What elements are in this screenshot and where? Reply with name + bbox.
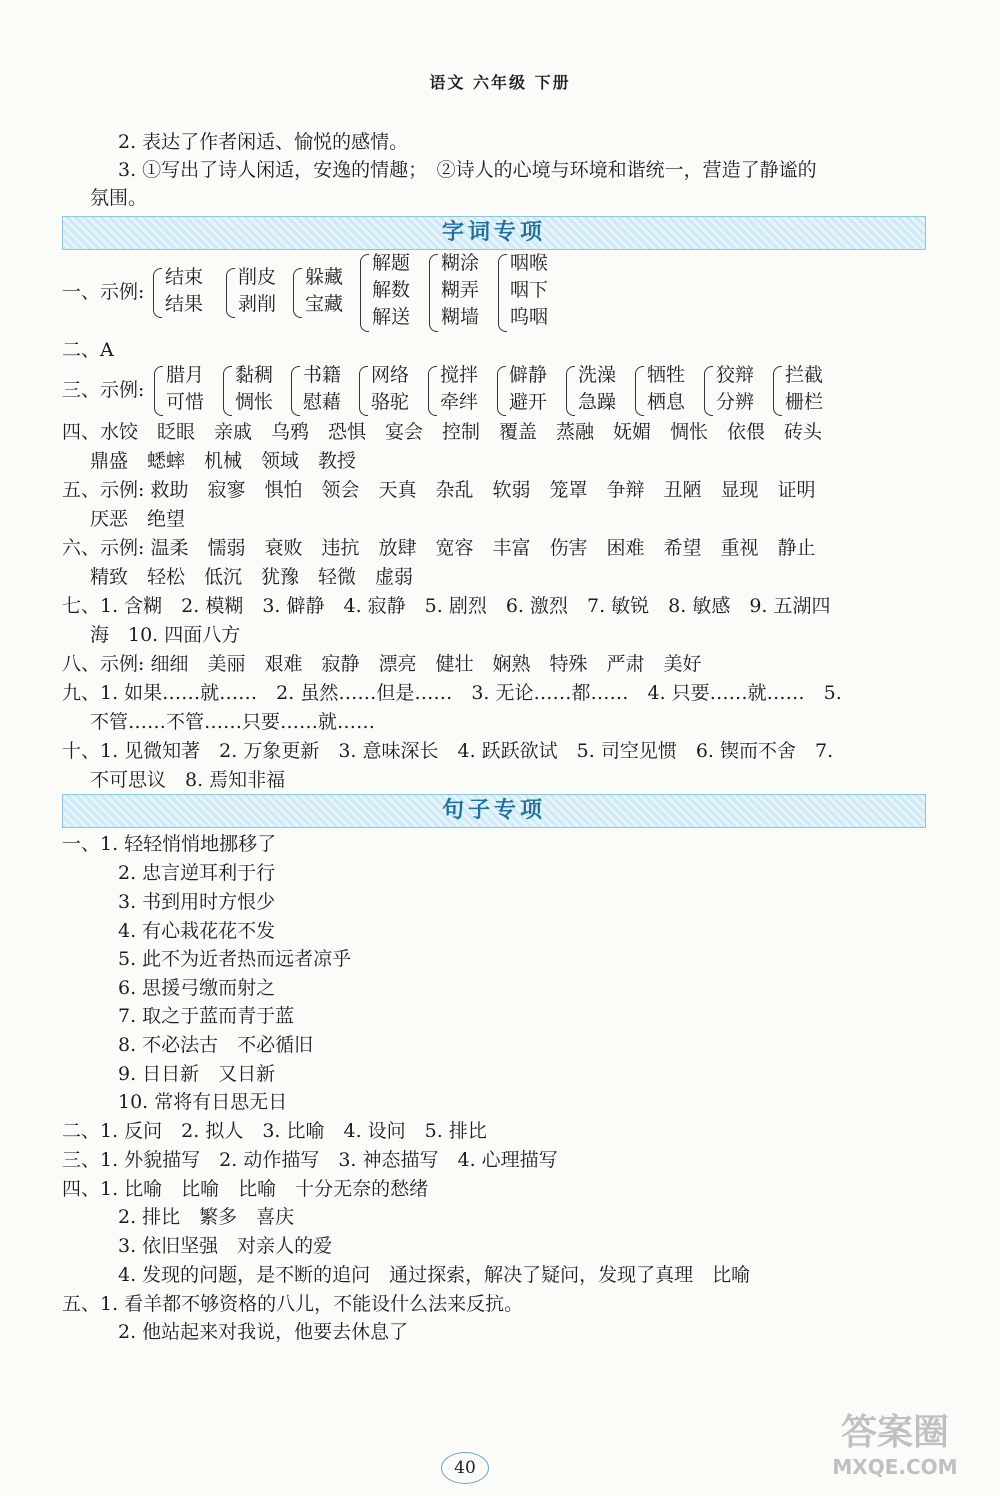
answer-line: 3. 依旧坚强 对亲人的爱 [118, 1235, 333, 1257]
page-header: 语文 六年级 下册 [429, 73, 571, 92]
word-group: 牺牲 栖息 [647, 362, 685, 416]
word-group: 结束 结果 [165, 264, 203, 318]
word-group: 网络 骆驼 [371, 362, 409, 416]
answer-line: 一、1. 轻轻悄悄地挪移了 [62, 833, 277, 855]
answer-line: 鼎盛 蟋蟀 机械 领域 教授 [90, 450, 357, 472]
question-label: 三、示例: [62, 379, 145, 401]
answer-line: 九、1. 如果……就…… 2. 虽然……但是…… 3. 无论……都…… 4. 只要……就…… 5. [62, 682, 842, 704]
answer-line: 四、1. 比喻 比喻 比喻 十分无奈的愁绪 [62, 1178, 429, 1200]
answer-line: 氛围。 [90, 187, 148, 209]
word-group: 狡辩 分辨 [716, 362, 754, 416]
answer-line: 五、1. 看羊都不够资格的八儿，不能设什么法来反抗。 [62, 1293, 524, 1315]
svg-text:答案圈: 答案圈 [840, 1412, 950, 1453]
word-group: 拦截 栅栏 [785, 362, 823, 416]
answer-line: 4. 有心栽花花不发 [118, 920, 276, 942]
answer-line: 5. 此不为近者热而远者凉乎 [118, 948, 352, 970]
answer-line: 9. 日日新 又日新 [118, 1063, 276, 1085]
word-group: 削皮 剥削 [238, 264, 276, 318]
section-banner-sentences: 句子专项 [62, 794, 926, 828]
answer-line: 2. 表达了作者闲适、愉悦的感情。 [118, 131, 409, 153]
answer-line: 不可思议 8. 焉知非福 [90, 769, 286, 791]
word-group: 腊月 可惜 [166, 362, 204, 416]
answer-line: 二、1. 反问 2. 拟人 3. 比喻 4. 设问 5. 排比 [62, 1120, 487, 1142]
answer-line: 八、示例: 细细 美丽 艰难 寂静 漂亮 健壮 娴熟 特殊 严肃 美好 [62, 653, 702, 675]
question-label: 一、示例: [62, 281, 145, 303]
word-group: 搅拌 牵绊 [440, 362, 478, 416]
answer-line: 厌恶 绝望 [90, 508, 186, 530]
answer-line: 2. 他站起来对我说，他要去休息了 [118, 1321, 409, 1343]
answer-line: 8. 不必法古 不必循旧 [118, 1034, 314, 1056]
word-group: 咽喉 咽下 呜咽 [510, 250, 548, 331]
word-group: 解题 解数 解送 [372, 250, 410, 331]
answer-line: 4. 发现的问题，是不断的追问 通过探索，解决了疑问，发现了真理 比喻 [118, 1264, 751, 1286]
answer-line: 三、1. 外貌描写 2. 动作描写 3. 神态描写 4. 心理描写 [62, 1149, 558, 1171]
answer-line: 10. 常将有日思无日 [118, 1091, 288, 1113]
answer-line: 精致 轻松 低沉 犹豫 轻微 虚弱 [90, 566, 414, 588]
answer-line: 2. 忠言逆耳利于行 [118, 862, 276, 884]
answer-line: 6. 思援弓缴而射之 [118, 977, 276, 999]
answer-line: 7. 取之于蓝而青于蓝 [118, 1005, 295, 1027]
word-group: 黏稠 惆怅 [235, 362, 273, 416]
answer-line: 四、水饺 眨眼 亲戚 乌鸦 恐惧 宴会 控制 覆盖 蒸融 妩媚 惆怅 依偎 砖头 [62, 421, 823, 443]
word-group: 书籍 慰藉 [303, 362, 341, 416]
answer-line: 不管……不管……只要……就…… [90, 711, 376, 733]
page-number: 40 [441, 1452, 489, 1484]
section-banner-words: 字词专项 [62, 216, 926, 250]
answer-line: 海 10. 四面八方 [90, 624, 241, 646]
answer-line: 十、1. 见微知著 2. 万象更新 3. 意味深长 4. 跃跃欲试 5. 司空见惯 6. 锲而不舍 7. [62, 740, 834, 762]
answer-line: 2. 排比 繁多 喜庆 [118, 1206, 295, 1228]
word-group: 躲藏 宝藏 [305, 264, 343, 318]
watermark-logo [810, 1406, 980, 1484]
answer-line: 六、示例: 温柔 懦弱 衰败 违抗 放肆 宽容 丰富 伤害 困难 希望 重视 静止 [62, 537, 816, 559]
word-group: 糊涂 糊弄 糊墙 [441, 250, 479, 331]
answer-line: 3. ①写出了诗人闲适，安逸的情趣； ②诗人的心境与环境和谐统一，营造了静谧的 [118, 159, 817, 181]
svg-text:MXQE.COM: MXQE.COM [832, 1455, 958, 1479]
word-group: 僻静 避开 [509, 362, 547, 416]
answer-line: 五、示例: 救助 寂寥 惧怕 领会 天真 杂乱 软弱 笼罩 争辩 丑陋 显现 证明 [62, 479, 816, 501]
answer-line: 二、A [62, 339, 114, 361]
answer-line: 3. 书到用时方恨少 [118, 891, 276, 913]
answer-line: 七、1. 含糊 2. 模糊 3. 僻静 4. 寂静 5. 剧烈 6. 激烈 7. 敏锐 8. 敏感 9. 五湖四 [62, 595, 831, 617]
word-group: 洗澡 急躁 [578, 362, 616, 416]
